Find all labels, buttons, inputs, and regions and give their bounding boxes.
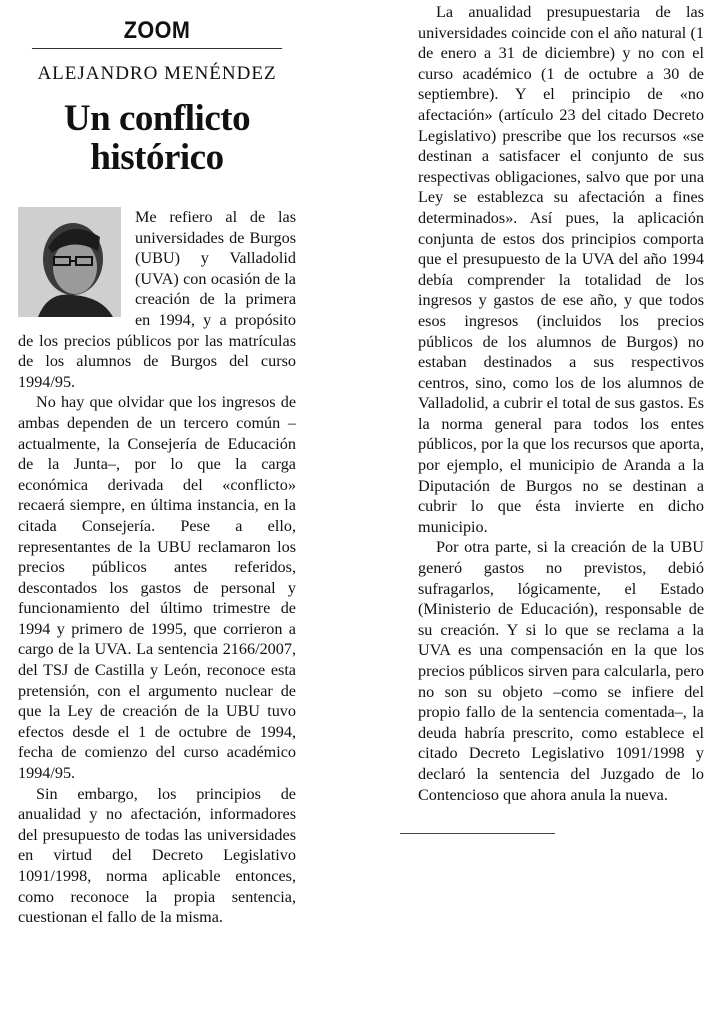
- section-label: ZOOM: [32, 16, 282, 49]
- article-body-right: [418, 2, 704, 805]
- headline: [18, 99, 296, 177]
- end-rule: [400, 833, 555, 834]
- paragraph: Sin embargo, los principios de anualidad y no afectación, informadores del presupuesto de todas las universidades en virtud del Decreto Legislativo 1091/1998, norma aplicable entonces, como reconoce la propia sentencia, cuestionan el fallo de la misma.: [18, 784, 296, 927]
- right-column: [418, 0, 704, 834]
- article-body-left: [18, 207, 296, 928]
- headline-line-1: Un conflicto: [63, 98, 251, 139]
- paragraph: Me refiero al de las universidades de Burgos (UBU) y Valladolid (UVA) con ocasión de la creación de la primera en 1994, y a propósito de los precios públicos por las matrículas de los alumnos de Burgos del curso 1994/95.: [18, 208, 296, 391]
- left-column: [18, 0, 296, 928]
- headline-line-2: histórico: [90, 137, 224, 178]
- author-photo: [18, 207, 121, 317]
- paragraph: No hay que olvidar que los ingresos de ambas dependen de un tercero común –actualmente, la Consejería de Educación de la Junta–, por lo que la carga económica derivada del «conflicto» recaerá siempre, en última instancia, en la citada Consejería. Pese a ello, representantes de la UBU reclamaron los precios públicos antes referidos, descontados los gastos de personal y funcionamiento del último trimestre de 1994 y primero de 1995, que corrieron a cargo de la UVA. La sentencia 2166/2007, del TSJ de Castilla y León, reconoce esta pretensión, con el argumento nuclear de que la Ley de creación de la UBU tuvo efectos desde el 1 de octubre de 1994, fecha de comienzo del curso académico 1994/95.: [18, 393, 296, 783]
- paragraph: Por otra parte, si la creación de la UBU generó gastos no previstos, debió sufragarlos, lógicamente, el Estado (Ministerio de Educación), responsable de su creación. Y si lo que se reclama a la UVA es una compensación en la que los precios públicos sirven para calcularla, pero no son su objeto –como se infiere del propio fallo de la sentencia comentada–, la deuda habría prescrito, como establece el citado Decreto Legislativo 1091/1998 y declaró la sentencia del Juzgado de lo Contencioso que ahora anula la nueva.: [418, 538, 704, 804]
- paragraph: La anualidad presupuestaria de las universidades coincide con el año natural (1 de enero a 31 de diciembre) y no con el curso académico (1 de octubre a 30 de septiembre). Y el principio de «no afectación» (artículo 23 del citado Decreto Legislativo) prescribe que los recursos «se destinan a satisfacer el conjunto de sus respectivas obligaciones, salvo que por una Ley se establezca su afectación a fines determinados». Así pues, la aplicación conjunta de estos dos principios comporta que el presupuesto de la UVA del año 1994 debía comprender la totalidad de los ingresos y gastos de ese año, y que todos esos ingresos (incluidos los precios públicos de los alumnos de Burgos) no estaban destinados a sus respectivos centros, sino, como los de los alumnos de Valladolid, a cubrir el total de sus gastos. Es la norma general para todos los entes públicos, por la que los recursos que aporta, por ejemplo, el municipio de Aranda a la Diputación de Burgos no se destinan a cubrir lo que ésta invierte en dicho municipio.: [418, 3, 704, 536]
- author-byline: ALEJANDRO MENÉNDEZ: [37, 63, 277, 84]
